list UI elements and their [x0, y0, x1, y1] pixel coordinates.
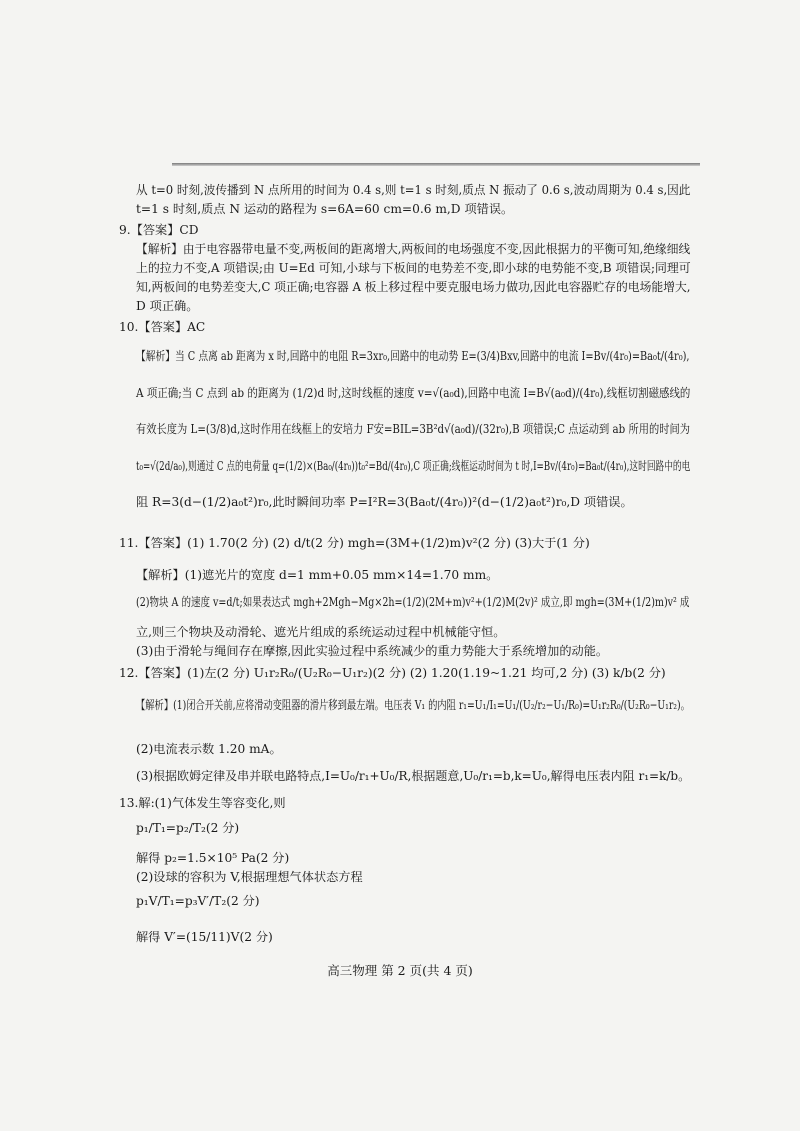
header-rule	[172, 163, 700, 166]
text-line: 【解析】(1)遮光片的宽度 d=1 mm+0.05 mm×14=1.70 mm。	[136, 568, 499, 582]
text-line: t₀=√(2d/a₀),则通过 C 点的电荷量 q=(1/2)×(Ba₀/(4r₀))t₀²=Bd/(4r₀),C 项正确;线框运动时间为 t 时,I=Bv/(4r₀)=Ba₀t/(4r₀),这时回路中的电	[136, 459, 691, 473]
text-line: 有效长度为 L=(3/8)d,这时作用在线框上的安培力 F安=BIL=3B²d√(a₀d)/(32r₀),B 项错误;C 点运动到 ab 所用的时间为	[136, 422, 690, 436]
text-line: 9.【答案】CD	[119, 223, 199, 237]
text-line: 10.【答案】AC	[119, 320, 206, 334]
text-line: 立,则三个物块及动滑轮、遮光片组成的系统运动过程中机械能守恒。	[136, 625, 506, 639]
text-line: A 项正确;当 C 点到 ab 的距离为 (1/2)d 时,这时线框的速度 v=√(a₀d),回路中电流 I=B√(a₀d)/(4r₀),线框切割磁感线的	[136, 386, 691, 400]
text-line: 13.解:(1)气体发生等容变化,则	[119, 796, 286, 810]
text-line: (3)由于滑轮与绳间存在摩擦,因此实验过程中系统减少的重力势能大于系统增加的动能。	[136, 644, 609, 658]
text-line: 【解析】由于电容器带电量不变,两板间的距离增大,两板间的电场强度不变,因此根据力的平衡可知,绝缘细线	[136, 242, 691, 256]
text-line: 解得 p₂=1.5×10⁵ Pa(2 分)	[136, 851, 290, 865]
page-footer: 高三物理 第 2 页(共 4 页)	[327, 963, 473, 978]
text-line: 11.【答案】(1) 1.70(2 分) (2) d/t(2 分) mgh=(3M+(1/2)m)v²(2 分) (3)大于(1 分)	[119, 536, 590, 550]
text-line: (3)根据欧姆定律及串并联电路特点,I=U₀/r₁+U₀/R,根据题意,U₀/r₁=b,k=U₀,解得电压表内阻 r₁=k/b。	[136, 769, 691, 783]
text-line: 12.【答案】(1)左(2 分) U₁r₂R₀/(U₂R₀−U₁r₂)(2 分) (2) 1.20(1.19~1.21 均可,2 分) (3) k/b(2 分)	[119, 666, 666, 680]
text-line: (2)电流表示数 1.20 mA。	[136, 742, 282, 756]
text-line: 解得 V′=(15/11)V(2 分)	[136, 930, 273, 944]
text-line: D 项正确。	[136, 299, 199, 313]
text-line: (2)设球的容积为 V,根据理想气体状态方程	[136, 870, 363, 884]
text-line: 【解析】当 C 点离 ab 距离为 x 时,回路中的电阻 R=3xr₀,回路中的电动势 E=(3/4)Bxv,回路中的电流 I=Bv/(4r₀)=Ba₀t/(4r₀),	[136, 349, 690, 363]
text-line: p₁/T₁=p₂/T₂(2 分)	[136, 821, 240, 835]
text-line: (2)物块 A 的速度 v=d/t;如果表达式 mgh+2Mgh−Mg×2h=(1/2)(2M+m)v²+(1/2)M(2v)² 成立,即 mgh=(3M+(1/2)m)v² 成	[136, 595, 690, 609]
text-line: t=1 s 时刻,质点 N 运动的路程为 s=6A=60 cm=0.6 m,D 项错误。	[136, 202, 514, 216]
text-line: 从 t=0 时刻,波传播到 N 点所用的时间为 0.4 s,则 t=1 s 时刻,质点 N 振动了 0.6 s,波动周期为 0.4 s,因此	[136, 183, 691, 197]
text-line: p₁V/T₁=p₃V′/T₂(2 分)	[136, 894, 260, 908]
text-line: 【解析】(1)闭合开关前,应将滑动变阻器的滑片移到最左端。电压表 V₁ 的内阻 r₁=U₁/I₁=U₁/(U₂/r₂−U₁/R₀)=U₁r₂R₀/(U₂R₀−U₁r₂)。	[136, 698, 690, 712]
text-line: 阻 R=3(d−(1/2)a₀t²)r₀,此时瞬间功率 P=I²R=3(Ba₀t/(4r₀))²(d−(1/2)a₀t²)r₀,D 项错误。	[136, 495, 633, 509]
text-line: 知,两板间的电势差变大,C 项正确;电容器 A 板上移过程中要克服电场力做功,因此电容器贮存的电场能增大,	[136, 280, 691, 294]
text-line: 上的拉力不变,A 项错误;由 U=Ed 可知,小球与下板间的电势差不变,即小球的电势能不变,B 项错误;同理可	[136, 261, 691, 275]
